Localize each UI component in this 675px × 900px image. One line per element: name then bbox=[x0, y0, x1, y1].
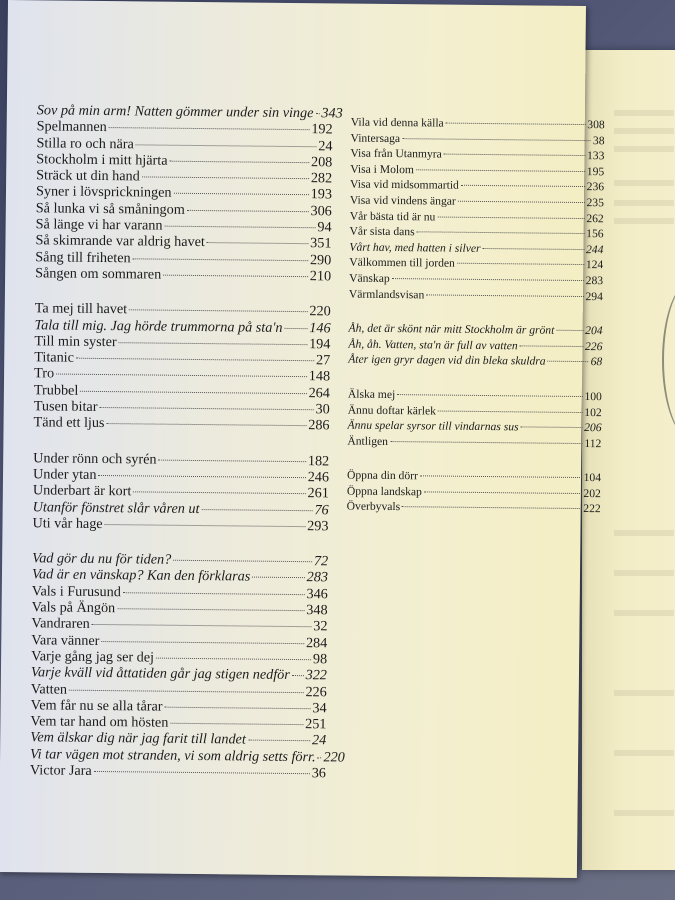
entry-title: Vem älskar dig när jag farit till landet bbox=[30, 729, 246, 748]
dot-leader bbox=[437, 216, 584, 219]
dot-leader bbox=[101, 641, 304, 644]
entry-title: Så lunka vi så småningom bbox=[35, 200, 185, 218]
dot-leader bbox=[292, 675, 304, 676]
index-group bbox=[35, 102, 343, 285]
entry-page-number: 351 bbox=[310, 235, 332, 252]
entry-page-number: 220 bbox=[323, 749, 345, 766]
entry-title: Vara vänner bbox=[31, 631, 100, 649]
index-group bbox=[33, 301, 330, 434]
entry-title: Vår sista dans bbox=[349, 224, 415, 239]
dot-leader bbox=[56, 374, 307, 378]
dot-leader bbox=[416, 169, 585, 172]
entry-page-number: 34 bbox=[312, 700, 327, 717]
entry-title: Välkommen till jorden bbox=[349, 255, 455, 271]
dot-leader bbox=[420, 476, 582, 479]
entry-title: Sträck ut din hand bbox=[36, 167, 140, 185]
entry-title: Vatten bbox=[30, 680, 68, 698]
entry-page-number: 204 bbox=[585, 324, 603, 338]
entry-title: Victor Jara bbox=[29, 762, 92, 779]
dot-leader bbox=[390, 441, 582, 444]
entry-page-number: 102 bbox=[584, 405, 602, 419]
dot-leader bbox=[129, 310, 307, 313]
index-entry bbox=[35, 265, 331, 284]
index-group bbox=[349, 116, 605, 306]
entry-page-number: 246 bbox=[307, 469, 330, 486]
entry-page-number: 294 bbox=[585, 289, 603, 303]
entry-title: Visa från Utanmyra bbox=[350, 146, 442, 161]
entry-title: Vänskap bbox=[349, 271, 390, 285]
entry-title: Stockholm i mitt hjärta bbox=[36, 151, 168, 169]
entry-title: Tusen bitar bbox=[33, 398, 98, 416]
entry-page-number: 133 bbox=[586, 149, 605, 163]
entry-title: Utanför fönstret slår våren ut bbox=[32, 498, 200, 517]
entry-page-number: 244 bbox=[585, 242, 604, 256]
entry-page-number: 262 bbox=[586, 211, 604, 225]
entry-page-number: 195 bbox=[586, 164, 605, 179]
entry-page-number: 182 bbox=[307, 452, 330, 470]
dot-leader bbox=[156, 657, 311, 660]
index-entry bbox=[34, 333, 330, 352]
dot-leader bbox=[109, 127, 310, 130]
dot-leader bbox=[123, 592, 305, 595]
dot-leader bbox=[397, 394, 582, 397]
entry-title: Vila vid denna källa bbox=[350, 115, 444, 130]
entry-page-number: 226 bbox=[584, 339, 603, 353]
entry-page-number: 293 bbox=[307, 517, 329, 535]
entry-title: Vår bästa tid är nu bbox=[349, 209, 436, 224]
index-column-right bbox=[346, 116, 604, 538]
index-group bbox=[32, 450, 329, 535]
entry-title: Ännu spelar syrsor till vindarnas sus bbox=[347, 418, 519, 434]
dot-leader bbox=[521, 426, 583, 428]
dot-leader bbox=[165, 706, 311, 709]
entry-page-number: 193 bbox=[310, 186, 333, 203]
entry-page-number: 343 bbox=[321, 105, 343, 122]
entry-page-number: 210 bbox=[309, 268, 332, 285]
entry-title: Stilla ro och nära bbox=[36, 134, 134, 152]
dot-leader bbox=[173, 560, 312, 562]
dot-leader bbox=[520, 345, 583, 347]
dot-leader bbox=[163, 275, 308, 278]
entry-page-number: 251 bbox=[305, 716, 327, 733]
entry-title: Tänd ett ljus bbox=[33, 414, 105, 432]
index-entry bbox=[33, 415, 329, 434]
entry-page-number: 98 bbox=[312, 651, 328, 668]
dot-leader bbox=[424, 491, 582, 494]
dot-leader bbox=[483, 248, 584, 250]
dot-leader bbox=[170, 161, 309, 163]
index-entry bbox=[348, 353, 602, 371]
index-group bbox=[348, 322, 602, 371]
entry-page-number: 202 bbox=[583, 486, 601, 501]
entry-title: Tro bbox=[34, 365, 55, 382]
entry-page-number: 283 bbox=[306, 569, 329, 586]
entry-title: Till min syster bbox=[34, 333, 117, 351]
entry-title: Sång till friheten bbox=[35, 248, 131, 266]
entry-page-number: 68 bbox=[590, 355, 603, 369]
entry-page-number: 235 bbox=[586, 196, 604, 210]
entry-page-number: 282 bbox=[310, 170, 333, 187]
dot-leader bbox=[164, 226, 315, 229]
entry-title: Under ytan bbox=[32, 466, 97, 483]
entry-title: Åter igen gryr dagen vid din bleka skuldra bbox=[348, 352, 546, 368]
entry-title: Vi tar vägen mot stranden, vi som aldrig setts förr. bbox=[30, 745, 316, 765]
dot-leader bbox=[133, 492, 305, 495]
dot-leader bbox=[446, 123, 586, 125]
dot-leader bbox=[457, 263, 584, 265]
entry-page-number: 346 bbox=[306, 585, 328, 603]
entry-title: Vem tar hand om hösten bbox=[30, 713, 169, 731]
entry-page-number: 283 bbox=[585, 274, 604, 288]
entry-title: Värmlandsvisan bbox=[348, 287, 425, 301]
entry-title: Öppna din dörr bbox=[346, 468, 418, 483]
entry-title: Visa vid vindens ängar bbox=[349, 193, 456, 208]
entry-page-number: 194 bbox=[309, 336, 331, 353]
entry-page-number: 24 bbox=[318, 137, 333, 154]
entry-page-number: 308 bbox=[587, 118, 605, 132]
dot-leader bbox=[458, 201, 585, 203]
index-group bbox=[29, 550, 345, 782]
index-group bbox=[347, 387, 602, 452]
entry-title: Varje kväll vid åttatiden går jag stigen nedför bbox=[30, 664, 290, 684]
dot-leader bbox=[426, 294, 583, 297]
entry-page-number: 100 bbox=[584, 389, 602, 404]
dot-leader bbox=[315, 113, 319, 114]
entry-title: Älska mej bbox=[347, 387, 396, 401]
entry-page-number: 27 bbox=[315, 352, 331, 369]
dot-leader bbox=[136, 144, 317, 147]
entry-title: Öppna landskap bbox=[346, 484, 422, 499]
dot-leader bbox=[133, 258, 308, 261]
dot-leader bbox=[94, 771, 310, 774]
entry-title: Underbart är kort bbox=[32, 482, 132, 500]
dot-leader bbox=[69, 689, 303, 692]
entry-title: Åh, det är skönt när mitt Stockholm är grönt bbox=[348, 321, 555, 337]
entry-title: Åh, åh. Vatten, sta'n är full av vatten bbox=[348, 337, 518, 353]
entry-page-number: 24 bbox=[311, 732, 327, 749]
entry-page-number: 306 bbox=[310, 202, 332, 220]
dot-leader bbox=[159, 459, 306, 462]
dot-leader bbox=[438, 410, 582, 413]
dot-leader bbox=[105, 524, 306, 527]
entry-page-number: 124 bbox=[585, 258, 604, 272]
dot-leader bbox=[170, 723, 303, 725]
index-entry bbox=[31, 664, 327, 683]
dot-leader bbox=[174, 193, 309, 195]
entry-page-number: 290 bbox=[309, 251, 332, 269]
entry-title: Överbyvals bbox=[346, 500, 401, 514]
entry-page-number: 76 bbox=[314, 501, 329, 518]
entry-page-number: 286 bbox=[308, 417, 330, 434]
dot-leader bbox=[80, 391, 306, 394]
entry-page-number: 264 bbox=[308, 384, 330, 402]
entry-title: Vals i Furusund bbox=[31, 583, 121, 600]
entry-title: Visa vid midsommartid bbox=[350, 177, 459, 193]
entry-title: Ännu doftar kärlek bbox=[347, 403, 437, 418]
entry-page-number: 208 bbox=[310, 154, 333, 171]
entry-title: Uti vår hage bbox=[32, 515, 103, 532]
entry-page-number: 148 bbox=[308, 368, 331, 385]
entry-title: Vandraren bbox=[31, 615, 90, 633]
index-group bbox=[347, 469, 601, 518]
entry-title: Spelmannen bbox=[36, 118, 107, 136]
dot-leader bbox=[142, 177, 309, 180]
entry-title: Vem får nu se alla tårar bbox=[30, 697, 163, 715]
dot-leader bbox=[318, 757, 322, 758]
entry-page-number: 104 bbox=[583, 471, 602, 485]
entry-title: Vårt hav, med hatten i silver bbox=[349, 240, 481, 255]
index-entry bbox=[347, 434, 601, 452]
entry-title: Så länge vi har varann bbox=[35, 216, 163, 234]
entry-page-number: 94 bbox=[317, 219, 332, 236]
dot-leader bbox=[402, 138, 591, 141]
index-entry bbox=[32, 515, 328, 534]
dot-leader bbox=[248, 740, 310, 742]
dot-leader bbox=[417, 231, 585, 234]
entry-page-number: 226 bbox=[305, 683, 327, 700]
dot-leader bbox=[461, 185, 585, 187]
entry-title: Trubbel bbox=[33, 382, 79, 399]
entry-page-number: 156 bbox=[586, 227, 604, 241]
dot-leader bbox=[187, 210, 309, 212]
dot-leader bbox=[402, 507, 581, 510]
entry-title: Tala till mig. Jag hörde trummorna på sta'n bbox=[34, 316, 283, 336]
entry-title: Titanic bbox=[34, 349, 75, 366]
entry-title: Ta mej till havet bbox=[34, 300, 128, 318]
dot-leader bbox=[284, 327, 307, 328]
dot-leader bbox=[444, 154, 585, 156]
entry-page-number: 220 bbox=[309, 303, 331, 320]
entry-title: Så skimrande var aldrig havet bbox=[35, 232, 205, 251]
entry-page-number: 206 bbox=[584, 421, 602, 435]
dot-leader bbox=[252, 577, 304, 579]
entry-page-number: 192 bbox=[311, 121, 333, 138]
dot-leader bbox=[119, 342, 307, 345]
entry-page-number: 348 bbox=[306, 602, 328, 619]
dot-leader bbox=[392, 278, 584, 281]
entry-title: Sången om sommaren bbox=[35, 265, 162, 283]
entry-page-number: 236 bbox=[586, 180, 605, 194]
entry-page-number: 284 bbox=[305, 634, 328, 651]
dot-leader bbox=[98, 475, 305, 478]
entry-title: Vad gör du nu för tiden? bbox=[32, 550, 172, 568]
dot-leader bbox=[117, 608, 304, 611]
entry-page-number: 72 bbox=[313, 553, 329, 570]
dot-leader bbox=[92, 624, 312, 627]
dot-leader bbox=[76, 358, 314, 361]
entry-title: Syner i lövsprickningen bbox=[35, 183, 172, 202]
entry-page-number: 38 bbox=[592, 133, 605, 147]
entry-page-number: 30 bbox=[315, 401, 330, 418]
entry-title: Visa i Molom bbox=[350, 162, 415, 177]
entry-page-number: 32 bbox=[313, 618, 328, 635]
dot-leader bbox=[548, 361, 589, 362]
entry-title: Varje gång jag ser dej bbox=[31, 648, 155, 666]
index-entry bbox=[349, 287, 603, 305]
dot-leader bbox=[207, 242, 308, 244]
entry-title: Under rönn och syrén bbox=[33, 449, 157, 468]
entry-title: Vals på Ängön bbox=[31, 599, 116, 617]
dot-leader bbox=[202, 509, 313, 511]
entry-title: Vad är en vänskap? Kan den förklaras bbox=[31, 566, 251, 585]
dot-leader bbox=[99, 407, 313, 410]
entry-title: Sov på min arm! Natten gömmer under sin vinge bbox=[36, 102, 314, 122]
entry-page-number: 36 bbox=[311, 765, 327, 782]
entry-page-number: 261 bbox=[307, 485, 329, 502]
dot-leader bbox=[106, 423, 306, 426]
entry-page-number: 322 bbox=[305, 667, 328, 684]
entry-title: Vintersaga bbox=[350, 131, 401, 145]
entry-page-number: 112 bbox=[584, 436, 602, 450]
index-column-left bbox=[29, 102, 345, 800]
entry-page-number: 146 bbox=[309, 319, 331, 336]
entry-title: Äntligen bbox=[347, 434, 389, 448]
index-entry bbox=[347, 500, 601, 518]
entry-page-number: 222 bbox=[583, 502, 601, 516]
dot-leader bbox=[556, 330, 583, 331]
